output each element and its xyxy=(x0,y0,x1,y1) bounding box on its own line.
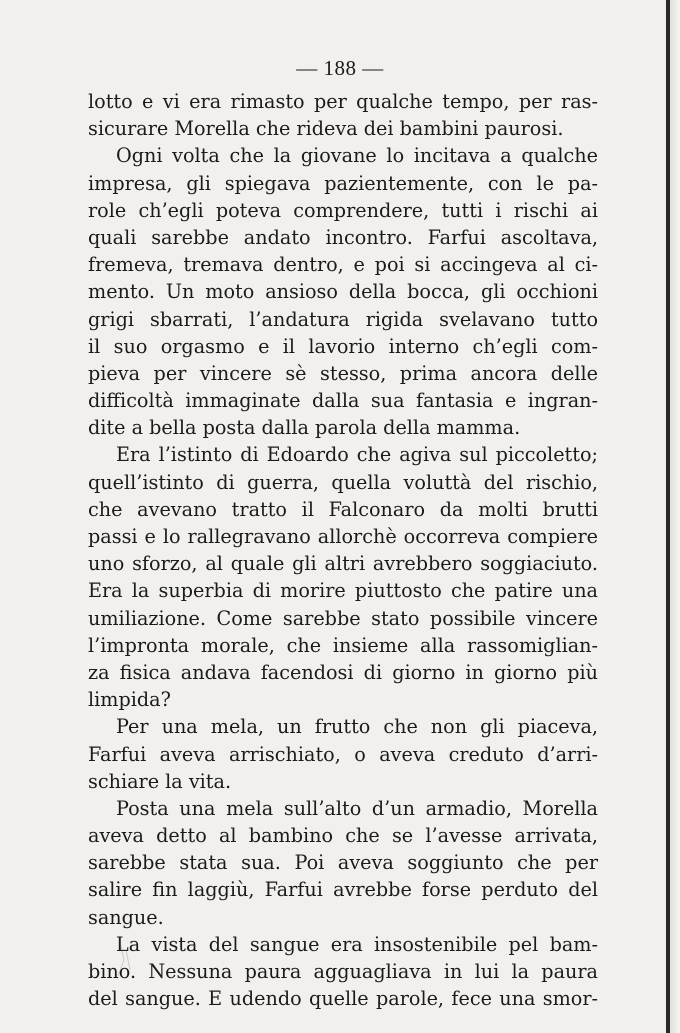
text-line: limpida? xyxy=(88,688,171,712)
text-line: aveva detto al bambino che se l’avesse arrivata, xyxy=(88,824,598,848)
text-line: uno sforzo, al quale gli altri avrebbero soggiaciuto. xyxy=(88,552,598,576)
text-line: Era l’istinto di Edoardo che agiva sul piccoletto; xyxy=(116,443,598,467)
text-line: impresa, gli spiegava pazientemente, con le pa- xyxy=(88,171,598,195)
text-line: che avevano tratto il Falconaro da molti brutti xyxy=(88,497,598,521)
text-line: Ogni volta che la giovane lo incitava a qualche xyxy=(116,144,598,168)
text-line: Per una mela, un frutto che non gli piaceva, xyxy=(116,715,598,739)
text-line: passi e lo rallegravano allorchè occorreva compiere xyxy=(88,525,598,548)
ink-smudge xyxy=(110,940,140,980)
page-edge xyxy=(670,0,680,1033)
text-line: pieva per vincere sè stesso, prima ancora delle xyxy=(88,361,598,385)
text-line: grigi sbarrati, l’andatura rigida svelavano tutto xyxy=(88,307,598,331)
text-line: l’impronta morale, che insieme alla rassomiglian- xyxy=(88,633,598,657)
text-line: il suo orgasmo e il lavorio interno ch’egli com- xyxy=(88,334,598,358)
text-line: mento. Un moto ansioso della bocca, gli occhioni xyxy=(88,280,598,304)
text-line: role ch’egli poteva comprendere, tutti i rischi ai xyxy=(88,198,598,222)
text-line: schiare la vita. xyxy=(88,769,232,793)
text-line: Era la superbia di morire piuttosto che patire una xyxy=(88,579,598,603)
text-line: salire fin laggiù, Farfui avrebbe forse perduto del xyxy=(88,878,598,902)
text-line: sicurare Morella che rideva dei bambini paurosi. xyxy=(88,117,564,141)
text-line: lotto e vi era rimasto per qualche tempo, per ras- xyxy=(88,90,598,113)
text-line: quali sarebbe andato incontro. Farfui ascoltava, xyxy=(88,225,598,249)
body-text xyxy=(88,88,598,1012)
text-line: difficoltà immaginate dalla sua fantasia e ingran- xyxy=(88,389,598,413)
text-line: sangue. xyxy=(88,905,164,929)
text-line: Farfui aveva arrischiato, o aveva creduto d’arri- xyxy=(88,742,598,766)
text-line: La vista del sangue era insostenibile pel bam- xyxy=(116,932,598,956)
text-line: sarebbe stata sua. Poi aveva soggiunto che per xyxy=(88,851,598,875)
text-line: quell’istinto di guerra, quella voluttà del rischio, xyxy=(88,470,598,494)
text-line: bino. Nessuna paura agguagliava in lui la paura xyxy=(88,960,598,983)
page-number: — 188 — xyxy=(296,56,384,80)
binding-edge-line xyxy=(666,0,670,1033)
text-line: dite a bella posta dalla parola della mamma. xyxy=(88,416,521,440)
text-line: umiliazione. Come sarebbe stato possibile vincere xyxy=(88,606,598,630)
text-line: fremeva, tremava dentro, e poi si accingeva al ci- xyxy=(88,253,598,277)
text-line: za fisica andava facendosi di giorno in giorno più xyxy=(88,660,598,684)
text-line: Posta una mela sull’alto d’un armadio, Morella xyxy=(116,796,598,820)
text-line: del sangue. E udendo quelle parole, fece una smor- xyxy=(88,987,598,1011)
